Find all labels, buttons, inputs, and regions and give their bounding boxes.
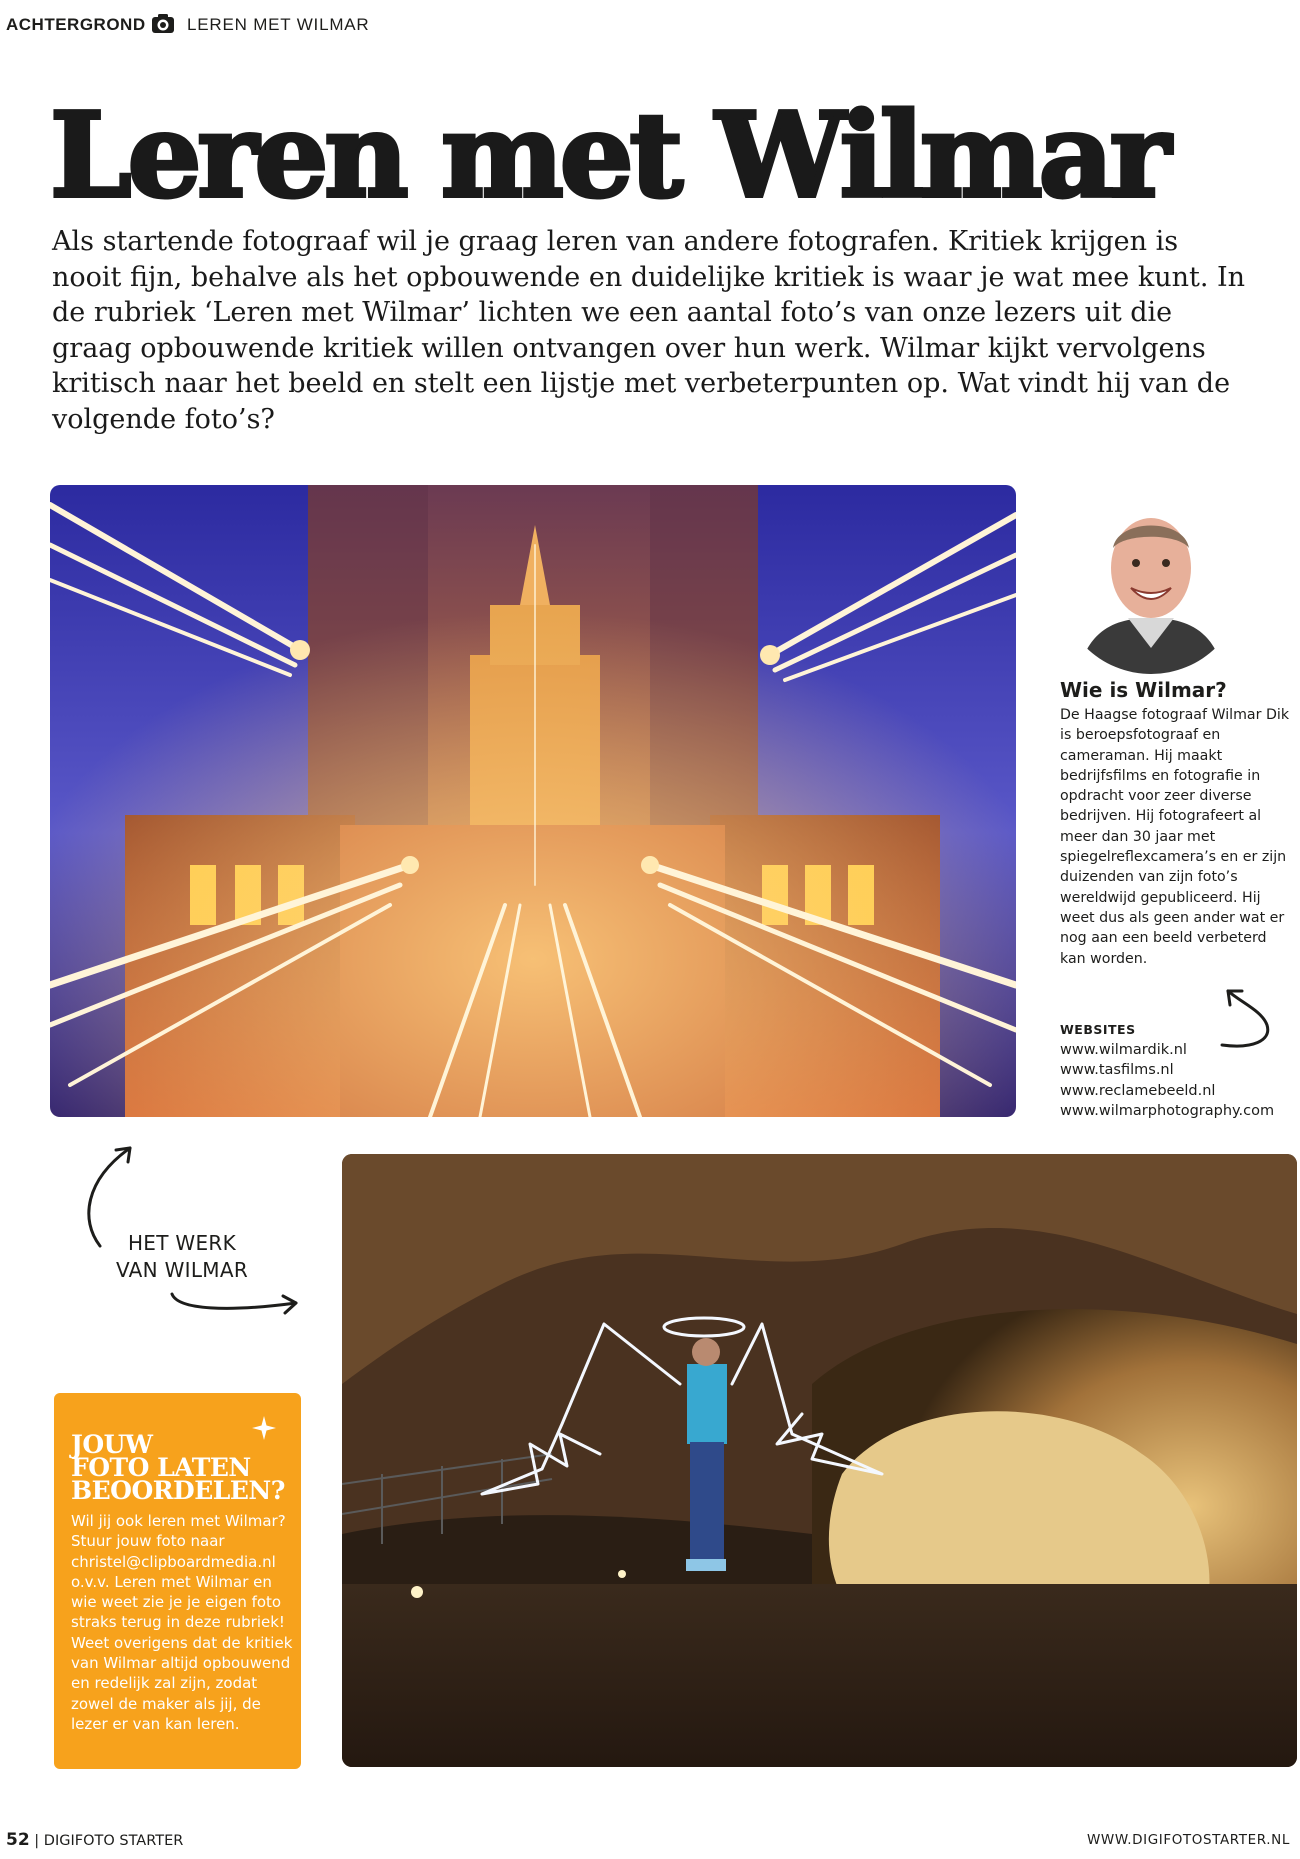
website-link[interactable]: www.wilmardik.nl <box>1060 1042 1187 1058</box>
callout-body: Wil jij ook leren met Wilmar? Stuur jouw foto naar christel@clipboardmedia.nl o.v.v. Leren met Wilmar en wie weet zie je je eigen foto straks terug in deze rubriek! Weet overigens dat de kritiek van Wilmar altijd opbouwend en redelijk zal zijn, zodat zowel de maker als jij, de lezer er van kan leren. <box>71 1512 293 1733</box>
author-bio-text: De Haagse fotograaf Wilmar Dik is beroepsfotograaf en cameraman. Hij maakt bedrijfsfilms en fotografie in opdracht voor zeer diverse bedrijven. Hij fotografeert al meer dan 30 jaar met spiegelreflexcamera’s en er zijn duizenden van zijn foto’s wereldwijd gepubliceerd. Hij weet dus als geen ander wat er nog aan een beeld verbeterd kan worden. <box>1060 707 1290 967</box>
footer-divider: | <box>34 1833 44 1849</box>
websites-heading: WEBSITES <box>1060 1022 1136 1037</box>
curved-arrow-icon <box>168 1288 303 1328</box>
submit-photo-callout <box>54 1393 301 1769</box>
page-footer-left <box>6 1830 183 1850</box>
author-bio <box>1060 678 1296 969</box>
palace-light-trails-photo <box>50 485 1016 1117</box>
websites <box>1060 1022 1274 1121</box>
author-bio-heading: Wie is Wilmar? <box>1060 678 1227 702</box>
website-link[interactable]: www.reclamebeeld.nl <box>1060 1082 1216 1099</box>
cave-light-painting-photo <box>342 1154 1297 1767</box>
work-label: HET WERK VAN WILMAR <box>115 1231 249 1282</box>
callout-title: JOUW FOTO LATEN BEOORDELEN? <box>71 1430 285 1505</box>
wilmar-portrait <box>1058 488 1244 674</box>
camera-icon <box>151 13 175 35</box>
section-label: ACHTERGROND <box>6 15 146 34</box>
magazine-url[interactable]: WWW.DIGIFOTOSTARTER.NL <box>1086 1832 1290 1848</box>
website-link[interactable]: www.tasfilms.nl <box>1060 1062 1174 1079</box>
article-intro: Als startende fotograaf wil je graag leren van andere fotografen. Kritiek krijgen is nooit fijn, behalve als het opbouwende en duidelijke kritiek is waar je wat mee kunt. In de rubriek ‘Leren met Wilmar’ lichten we een aantal foto’s van onze lezers uit die graag opbouwende kritiek willen ontvangen over hun werk. Wilmar kijkt vervolgens kritisch naar het beeld en stelt een lijstje met verbeterpunten op. Wat vindt hij van de volgende foto’s? <box>52 226 1246 435</box>
page-number: 52 <box>6 1830 30 1850</box>
website-link[interactable]: www.wilmarphotography.com <box>1060 1102 1275 1119</box>
magazine-name: DIGIFOTO STARTER <box>43 1833 184 1849</box>
topic-label: LEREN MET WILMAR <box>187 15 370 34</box>
article-title: Leren met Wilmar <box>50 88 1167 224</box>
